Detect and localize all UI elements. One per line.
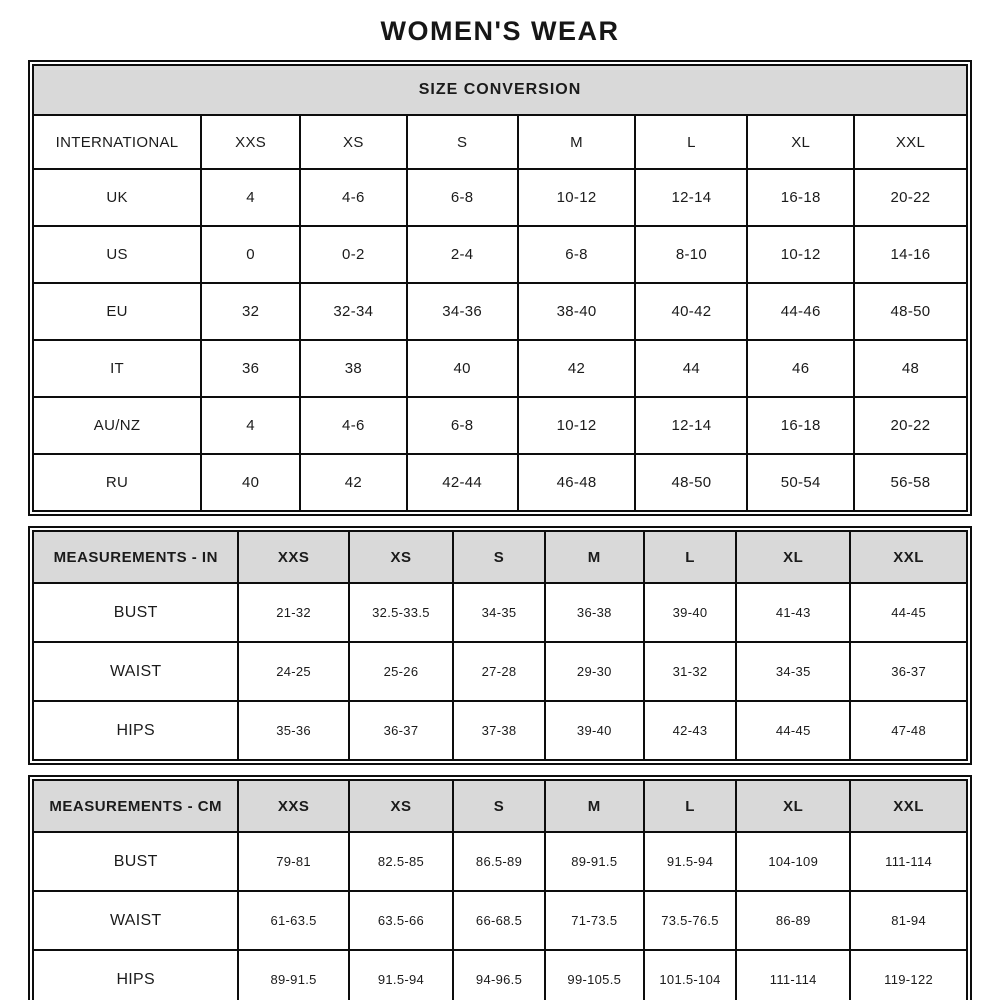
table-row — [33, 583, 967, 642]
value-cell: 91.5-94 — [644, 832, 736, 891]
column-header-xs: XS — [300, 115, 406, 169]
header-row — [33, 115, 967, 169]
value-cell: 20-22 — [854, 169, 967, 226]
value-cell: 2-4 — [407, 226, 518, 283]
header-row — [33, 531, 967, 583]
column-header-xxs: XXS — [238, 531, 348, 583]
value-cell: 16-18 — [747, 169, 853, 226]
row-label: WAIST — [33, 891, 238, 950]
size_conversion-caption: SIZE CONVERSION — [33, 65, 967, 115]
value-cell: 71-73.5 — [545, 891, 644, 950]
size_conversion-corner-header: INTERNATIONAL — [33, 115, 201, 169]
column-header-xl: XL — [736, 531, 850, 583]
value-cell: 25-26 — [349, 642, 454, 701]
value-cell: 10-12 — [518, 169, 636, 226]
value-cell: 36-38 — [545, 583, 644, 642]
column-header-m: M — [545, 531, 644, 583]
value-cell: 39-40 — [545, 701, 644, 760]
value-cell: 82.5-85 — [349, 832, 454, 891]
value-cell: 34-36 — [407, 283, 518, 340]
value-cell: 44-46 — [747, 283, 853, 340]
table-row — [33, 169, 967, 226]
row-label: BUST — [33, 832, 238, 891]
value-cell: 12-14 — [635, 169, 747, 226]
measurements-in-table — [28, 526, 972, 765]
value-cell: 47-48 — [850, 701, 967, 760]
value-cell: 21-32 — [238, 583, 348, 642]
table-row — [33, 891, 967, 950]
column-header-xxl: XXL — [854, 115, 967, 169]
value-cell: 56-58 — [854, 454, 967, 511]
value-cell: 94-96.5 — [453, 950, 545, 1000]
value-cell: 42-43 — [644, 701, 736, 760]
row-label: BUST — [33, 583, 238, 642]
column-header-xl: XL — [747, 115, 853, 169]
row-label: HIPS — [33, 701, 238, 760]
value-cell: 44 — [635, 340, 747, 397]
value-cell: 37-38 — [453, 701, 545, 760]
value-cell: 38 — [300, 340, 406, 397]
value-cell: 4 — [201, 169, 300, 226]
value-cell: 31-32 — [644, 642, 736, 701]
value-cell: 6-8 — [407, 169, 518, 226]
value-cell: 4-6 — [300, 397, 406, 454]
value-cell: 89-91.5 — [545, 832, 644, 891]
value-cell: 34-35 — [736, 642, 850, 701]
table-row — [33, 950, 967, 1000]
value-cell: 46-48 — [518, 454, 636, 511]
value-cell: 44-45 — [850, 583, 967, 642]
value-cell: 86-89 — [736, 891, 850, 950]
column-header-xs: XS — [349, 531, 454, 583]
table-row — [33, 226, 967, 283]
value-cell: 36 — [201, 340, 300, 397]
value-cell: 32 — [201, 283, 300, 340]
value-cell: 50-54 — [747, 454, 853, 511]
value-cell: 73.5-76.5 — [644, 891, 736, 950]
value-cell: 34-35 — [453, 583, 545, 642]
value-cell: 40-42 — [635, 283, 747, 340]
value-cell: 111-114 — [850, 832, 967, 891]
value-cell: 86.5-89 — [453, 832, 545, 891]
value-cell: 66-68.5 — [453, 891, 545, 950]
value-cell: 32.5-33.5 — [349, 583, 454, 642]
table-row — [33, 701, 967, 760]
value-cell: 44-45 — [736, 701, 850, 760]
value-cell: 14-16 — [854, 226, 967, 283]
measurements_in-corner-header: MEASUREMENTS - IN — [33, 531, 238, 583]
table-row — [33, 397, 967, 454]
column-header-xxl: XXL — [850, 531, 967, 583]
value-cell: 0-2 — [300, 226, 406, 283]
value-cell: 4-6 — [300, 169, 406, 226]
column-header-xs: XS — [349, 780, 454, 832]
value-cell: 42-44 — [407, 454, 518, 511]
value-cell: 16-18 — [747, 397, 853, 454]
value-cell: 63.5-66 — [349, 891, 454, 950]
table-row — [33, 832, 967, 891]
row-label: IT — [33, 340, 201, 397]
value-cell: 36-37 — [850, 642, 967, 701]
value-cell: 6-8 — [407, 397, 518, 454]
value-cell: 39-40 — [644, 583, 736, 642]
value-cell: 41-43 — [736, 583, 850, 642]
value-cell: 8-10 — [635, 226, 747, 283]
value-cell: 6-8 — [518, 226, 636, 283]
value-cell: 12-14 — [635, 397, 747, 454]
value-cell: 99-105.5 — [545, 950, 644, 1000]
header-row — [33, 780, 967, 832]
row-label: US — [33, 226, 201, 283]
value-cell: 40 — [407, 340, 518, 397]
column-header-m: M — [545, 780, 644, 832]
row-label: HIPS — [33, 950, 238, 1000]
table-row — [33, 340, 967, 397]
value-cell: 91.5-94 — [349, 950, 454, 1000]
value-cell: 40 — [201, 454, 300, 511]
value-cell: 0 — [201, 226, 300, 283]
page-title: WOMEN'S WEAR — [380, 16, 620, 46]
column-header-xxs: XXS — [201, 115, 300, 169]
value-cell: 48-50 — [854, 283, 967, 340]
value-cell: 119-122 — [850, 950, 967, 1000]
row-label: RU — [33, 454, 201, 511]
value-cell: 46 — [747, 340, 853, 397]
value-cell: 4 — [201, 397, 300, 454]
column-header-l: L — [635, 115, 747, 169]
value-cell: 32-34 — [300, 283, 406, 340]
value-cell: 81-94 — [850, 891, 967, 950]
column-header-l: L — [644, 531, 736, 583]
value-cell: 10-12 — [518, 397, 636, 454]
value-cell: 20-22 — [854, 397, 967, 454]
measurements_cm-corner-header: MEASUREMENTS - CM — [33, 780, 238, 832]
column-header-s: S — [407, 115, 518, 169]
value-cell: 38-40 — [518, 283, 636, 340]
value-cell: 27-28 — [453, 642, 545, 701]
size-conversion-table — [28, 60, 972, 516]
measurements-cm-grid — [32, 779, 968, 1000]
value-cell: 104-109 — [736, 832, 850, 891]
table-row — [33, 454, 967, 511]
value-cell: 24-25 — [238, 642, 348, 701]
value-cell: 36-37 — [349, 701, 454, 760]
value-cell: 42 — [518, 340, 636, 397]
value-cell: 42 — [300, 454, 406, 511]
row-label: WAIST — [33, 642, 238, 701]
value-cell: 35-36 — [238, 701, 348, 760]
table-caption-row — [33, 65, 967, 115]
value-cell: 29-30 — [545, 642, 644, 701]
measurements-in-grid — [32, 530, 968, 761]
value-cell: 10-12 — [747, 226, 853, 283]
column-header-m: M — [518, 115, 636, 169]
measurements-cm-table — [28, 775, 972, 1000]
row-label: UK — [33, 169, 201, 226]
column-header-xxl: XXL — [850, 780, 967, 832]
value-cell: 101.5-104 — [644, 950, 736, 1000]
column-header-s: S — [453, 780, 545, 832]
table-row — [33, 283, 967, 340]
value-cell: 61-63.5 — [238, 891, 348, 950]
column-header-s: S — [453, 531, 545, 583]
value-cell: 89-91.5 — [238, 950, 348, 1000]
table-row — [33, 642, 967, 701]
size-conversion-grid — [32, 64, 968, 512]
column-header-xxs: XXS — [238, 780, 348, 832]
column-header-l: L — [644, 780, 736, 832]
value-cell: 79-81 — [238, 832, 348, 891]
value-cell: 48-50 — [635, 454, 747, 511]
value-cell: 48 — [854, 340, 967, 397]
value-cell: 111-114 — [736, 950, 850, 1000]
row-label: AU/NZ — [33, 397, 201, 454]
row-label: EU — [33, 283, 201, 340]
column-header-xl: XL — [736, 780, 850, 832]
